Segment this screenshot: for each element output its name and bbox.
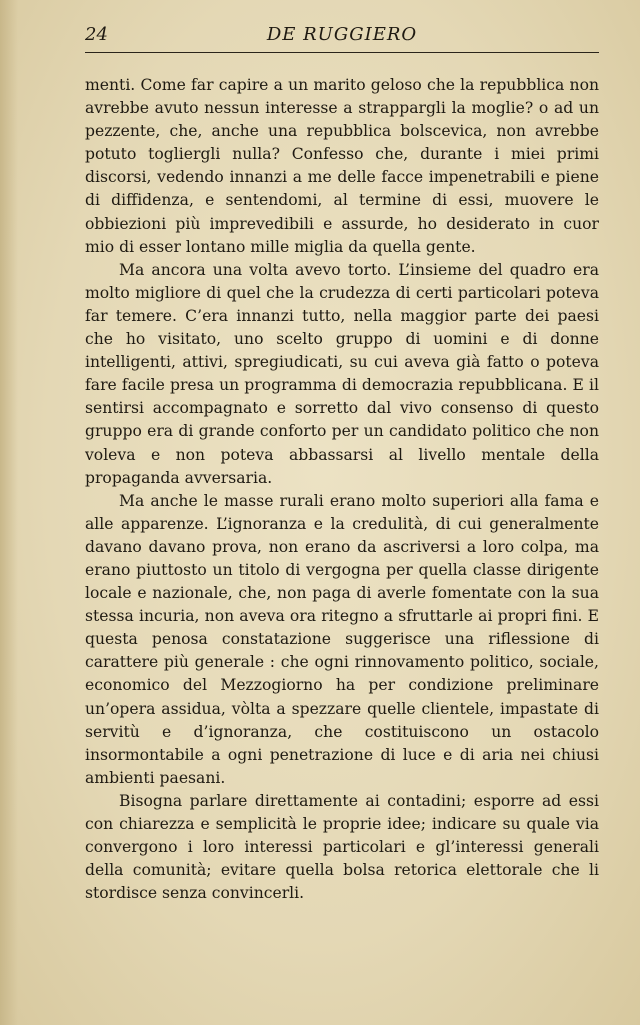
page-edge-shadow (0, 0, 18, 1025)
page-header (85, 22, 599, 50)
header-rule (85, 52, 599, 53)
paragraph: Ma ancora una volta avevo torto. L’insieme del quadro era molto migliore di quel che la crudezza di certi particolari poteva far temere. C’era innanzi tutto, nella maggior parte dei paesi che ho visitato, uno scelto gruppo di uomini e di donne intelligenti, attivi, spregiudicati, su cui aveva già fatto o poteva fare facile presa un programma di democrazia repubblicana. E il sentirsi accompagnato e sorretto dal vivo consenso di questo gruppo era di grande conforto per un candidato politico che non voleva e non poteva abbassarsi al livello mentale della propaganda avversaria. (85, 260, 599, 487)
body-text (85, 74, 599, 905)
paragraph: menti. Come far capire a un marito geloso che la repubblica non avrebbe avuto nessun interesse a strappargli la moglie? o ad un pezzente, che, anche una repubblica bolscevica, non avrebbe potuto togliergli nulla? Confesso che, durante i miei primi discorsi, vedendo innanzi a me delle facce impenetrabili e piene di diffidenza, e sentendomi, al termine di essi, muovere le obbiezioni più imprevedibili e assurde, ho desiderato in cuor mio di esser lontano mille miglia da quella gente. (85, 76, 599, 256)
paragraph: Ma anche le masse rurali erano molto superiori alla fama e alle apparenze. L’ignoranza e la credulità, di cui generalmente davano davano prova, non erano da ascriversi a loro colpa, ma erano piuttosto un titolo di vergogna per quella classe dirigente locale e nazionale, che, non paga di averle fomentate con la sua stessa incuria, non aveva ora ritegno a sfruttarle ai propri fini. E questa penosa constatazione suggerisce una riflessione di carattere più generale : che ogni rinnovamento politico, sociale, economico del Mezzogiorno ha per condizione preliminare un’opera assidua, vòlta a spezzare quelle clientele, impastate di servitù e d’ignoranza, che costituiscono un ostacolo insormontabile a ogni penetrazione di luce e di aria nei chiusi ambienti paesani. (85, 491, 599, 787)
paragraph: Bisogna parlare direttamente ai contadini; esporre ad essi con chiarezza e semplicità le proprie idee; indicare su quale via convergono i loro interessi particolari e gl’interessi generali della comunità; evitare quella bolsa retorica elettorale che li stordisce senza convincerli. (85, 791, 599, 903)
page-number: 24 (85, 24, 108, 45)
running-title: DE RUGGIERO (266, 24, 418, 45)
